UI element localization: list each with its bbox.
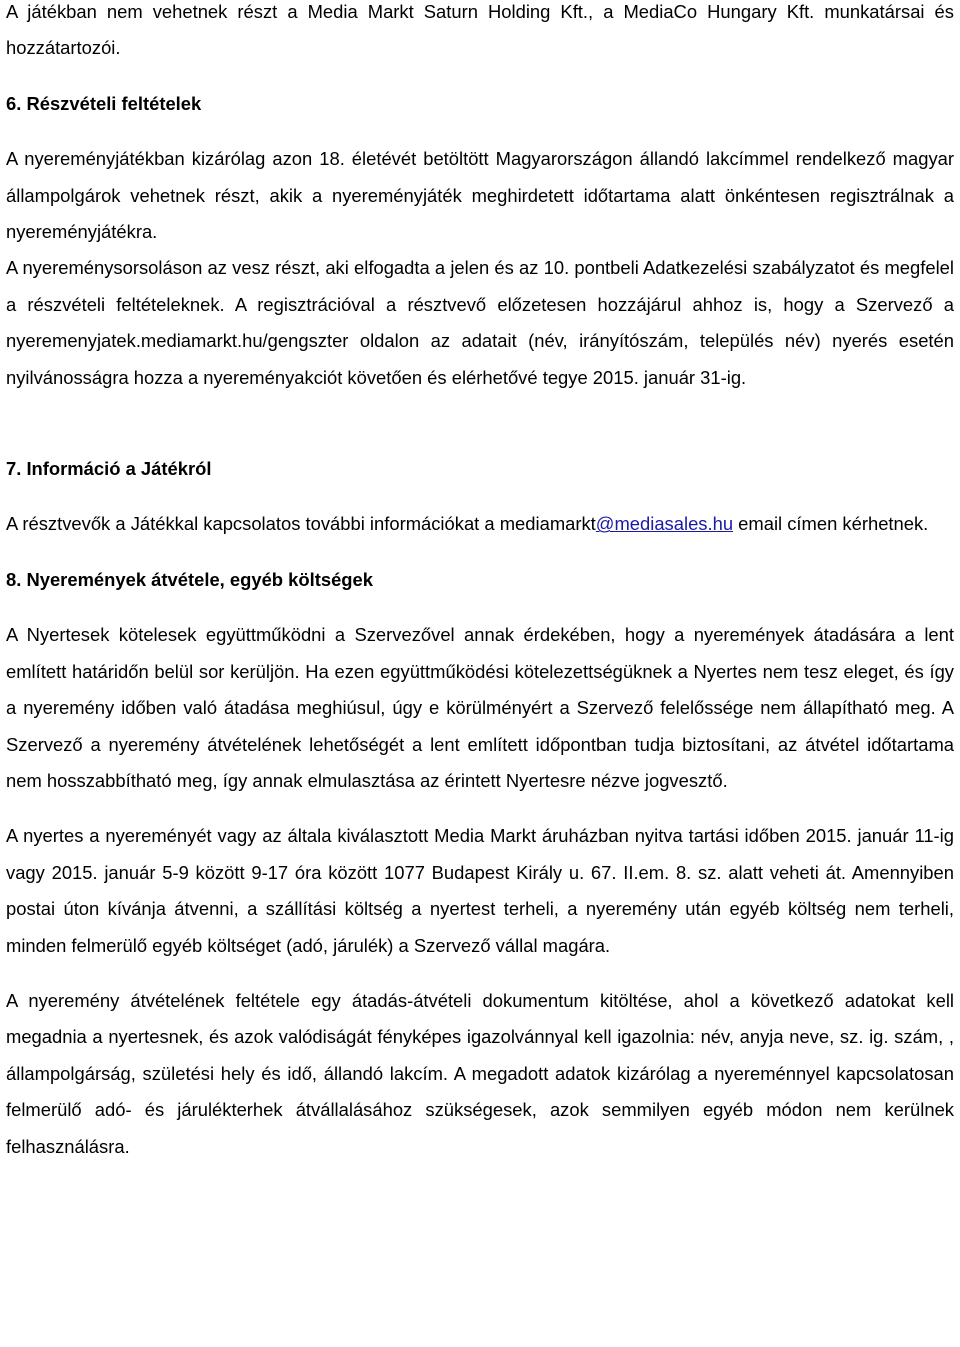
section-7-text-after: email címen kérhetnek. — [733, 513, 929, 535]
section-7-text-before: A résztvevők a Játékkal kapcsolatos további információkat a mediamarkt — [6, 513, 596, 535]
section-6-heading: 6. Részvételi feltételek — [6, 92, 202, 114]
section-7-heading: 7. Információ a Játékról — [6, 458, 212, 480]
section-6-paragraph-2: A nyereménysorsoláson az vesz részt, aki elfogadta a jelen és az 10. pontbeli Adatkezelési szabályzatot és megfelel a részvételi feltételeknek. A regisztrációval a résztvevő előzetesen hozzájárul ahhoz is, hogy a Szervező a nyeremenyjatek.mediamarkt.hu/gengszter oldalon az adatait (név, irányítószám, település név) nyerés esetén nyilvánosságra hozza a nyereményakciót követően és elérhetővé tegye 2015. január 31-ig. — [6, 257, 954, 388]
section-8-heading: 8. Nyeremények átvétele, egyéb költségek — [6, 568, 373, 590]
section-7-paragraph — [6, 506, 954, 542]
section-8-paragraph-1: A Nyertesek kötelesek együttműködni a Szervezővel annak érdekében, hogy a nyeremények átadására a lent említett határidőn belül sor kerüljön. Ha ezen együttműködési kötelezettségüknek a Nyertes nem tesz eleget, és így a nyeremény időben való átadása meghiúsul, úgy e körülményért a Szervező felelőssége nem állapítható meg. A Szervező a nyeremény átvételének lehetőségét a lent említett időpontban tudja biztosítani, az átvétel időtartama nem hosszabbítható meg, így annak elmulasztása az érintett Nyertesre nézve jogvesztő. — [6, 624, 954, 791]
section-8-paragraph-3: A nyeremény átvételének feltétele egy átadás-átvételi dokumentum kitöltése, ahol a következő adatokat kell megadnia a nyertesnek, és azok valódiságát fényképes igazolvánnyal kell igazolnia: név, anyja neve, sz. ig. szám, , állampolgárság, születési hely és idő, állandó lakcím. A megadott adatok kizárólag a nyereménnyel kapcsolatosan felmerülő adó- és járulékterhek átvállalásához szükségesek, azok semmilyen egyéb módon nem kerülnek felhasználásra. — [6, 989, 954, 1157]
email-link[interactable]: @mediasales.hu — [595, 513, 734, 535]
intro-paragraph: A játékban nem vehetnek részt a Media Markt Saturn Holding Kft., a MediaCo Hungary Kft. munkatársai és hozzátartozói. — [6, 1, 954, 59]
document-body — [6, 0, 954, 1165]
section-8-paragraph-2: A nyertes a nyereményét vagy az általa kiválasztott Media Markt áruházban nyitva tartási időben 2015. január 11-ig vagy 2015. január 5-9 között 9-17 óra között 1077 Budapest Király u. 67. II.em. 8. sz. alatt veheti át. Amennyiben postai úton kívánja átvenni, a szállítási költség a nyertest terheli, a nyeremény után egyéb költség nem terheli, minden felmerülő egyéb költséget (adó, járulék) a Szervező vállal magára. — [6, 825, 954, 956]
section-6-paragraph: A nyereményjátékban kizárólag azon 18. életévét betöltött Magyarországon állandó lakcímmel rendelkező magyar állampolgárok vehetnek részt, akik a nyereményjáték meghirdetett időtartama alatt önkéntesen regisztrálnak a nyereményjátékra. — [6, 148, 954, 243]
